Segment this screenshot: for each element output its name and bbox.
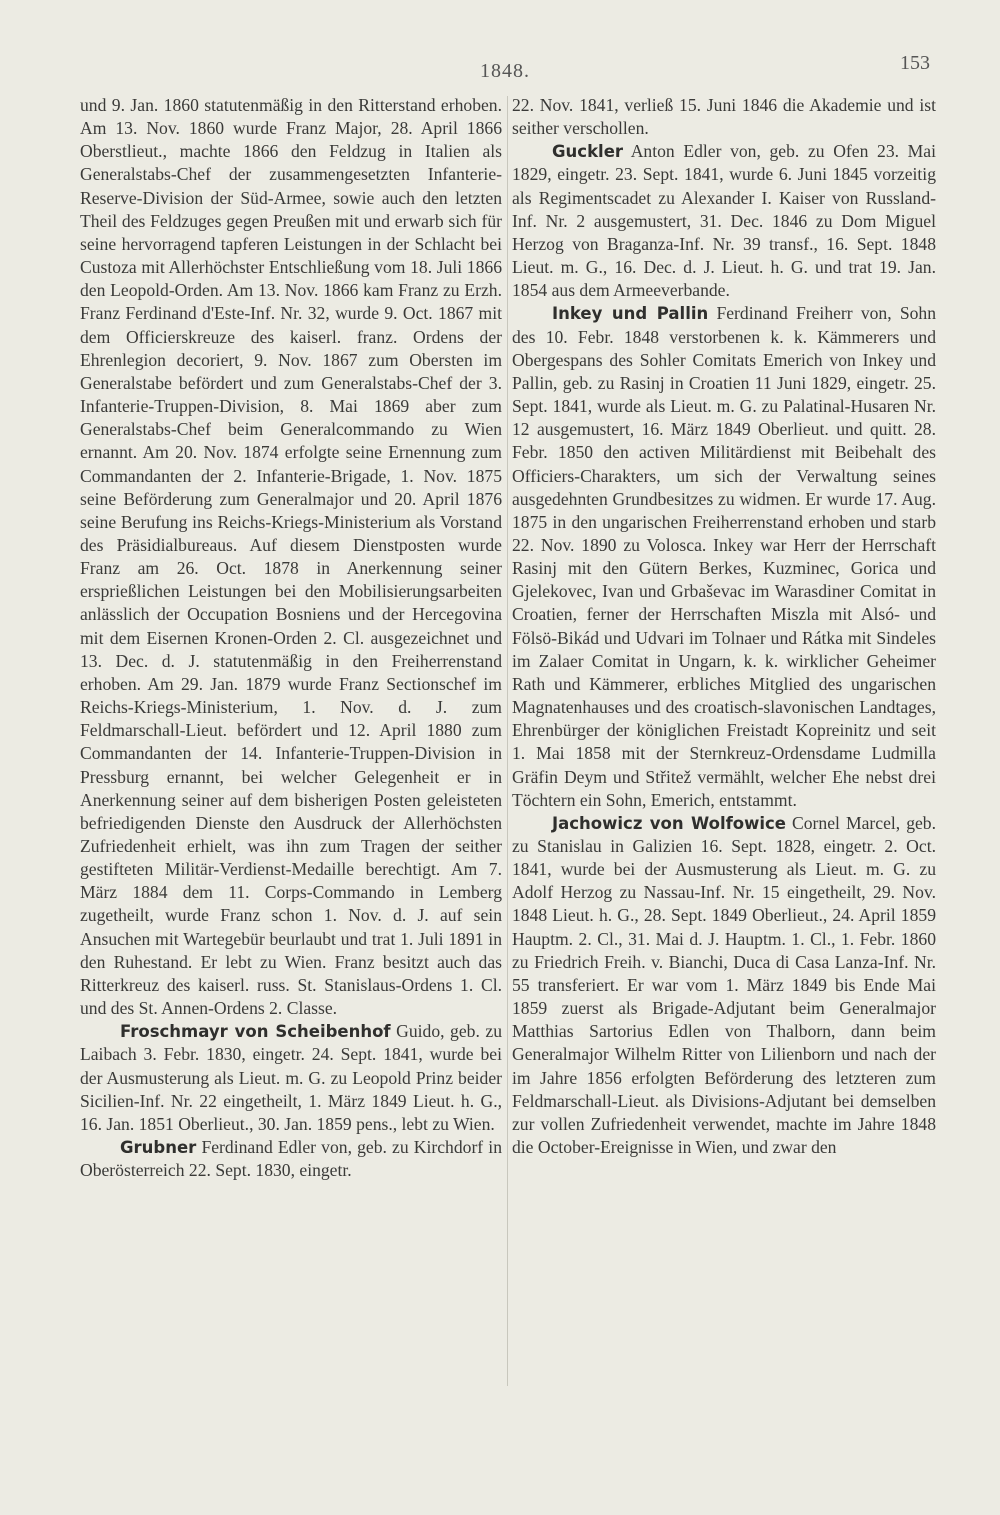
- biography-entry: [512, 302, 936, 811]
- entry-text: Anton Edler von, geb. zu Ofen 23. Mai 1829, eingetr. 23. Sept. 1841, wurde 6. Juni 1845 vorzeitig als Regimentscadet zu Alexander I. Kaiser von Russland-Inf. Nr. 2 ausgemustert, 31. Dec. 1846 zu Dom Miguel Herzog von Braganza-Inf. Nr. 39 transf., 16. Sept. 1848 Lieut. m. G., 16. Dec. d. J. Lieut. h. G. und trat 19. Jan. 1854 aus dem Armeeverbande.: [512, 141, 936, 301]
- biography-entry: [80, 1020, 502, 1136]
- left-column: [80, 94, 502, 1394]
- continued-paragraph: und 9. Jan. 1860 statutenmäßig in den Ritterstand erhoben. Am 13. Nov. 1860 wurde Franz Major, 28. April 1866 Oberstlieut., machte 1866 den Feldzug in Italien als Generalstabs-Chef der zusammengesetzten Infanterie-Reserve-Division der Süd-Armee, sowie auch den letzten Theil des Feldzuges gegen Preußen mit und erwarb sich für seine hervorragend tapferen Leistungen in der Schlacht bei Custoza mit Allerhöchster Entschließung vom 18. Juli 1866 den Leopold-Orden. Am 13. Nov. 1866 kam Franz zu Erzh. Franz Ferdinand d'Este-Inf. Nr. 32, wurde 9. Oct. 1867 mit dem Officierskreuze des kaiserl. franz. Ordens der Ehrenlegion decoriert, 9. Nov. 1867 zum Obersten im Generalstabe befördert und zum Generalstabs-Chef der 3. Infanterie-Truppen-Division, 8. Mai 1869 aber zum Generalstabs-Chef beim Generalcommando zu Wien ernannt. Am 20. Nov. 1874 erfolgte seine Ernennung zum Commandanten der 2. Infanterie-Brigade, 1. Nov. 1875 seine Beförderung zum Generalmajor und 20. April 1876 seine Berufung ins Reichs-Kriegs-Ministerium als Vorstand des Präsidialbureaus. Auf diesem Dienstposten wurde Franz am 26. Oct. 1878 in Anerkennung seiner ersprießlichen Leistungen bei den Mobilisierungsarbeiten anlässlich der Occupation Bosniens und der Hercegovina mit dem Eisernen Kronen-Orden 2. Cl. ausgezeichnet und 13. Dec. d. J. statutenmäßig in den Freiherrenstand erhoben. Am 29. Jan. 1879 wurde Franz Sectionschef im Reichs-Kriegs-Ministerium, 1. Nov. d. J. zum Feldmarschall-Lieut. befördert und 12. April 1880 zum Commandanten der 14. Infanterie-Truppen-Division in Pressburg ernannt, bei welcher Gelegenheit er in Anerkennung seiner auf dem bisherigen Posten geleisteten befriedigenden Dienste den Ausdruck der Allerhöchsten Zufriedenheit erhielt, was ihn zum Tragen der seither gestifteten Militär-Verdienst-Medaille berechtigt. Am 7. März 1884 dem 11. Corps-Commando in Lemberg zugetheilt, wurde Franz schon 1. Nov. d. J. auf sein Ansuchen mit Wartegebür beurlaubt und trat 1. Juli 1891 in den Ruhestand. Er lebt zu Wien. Franz besitzt auch das Ritterkreuz des kaiserl. russ. St. Stanislaus-Ordens 1. Cl. und des St. Annen-Ordens 2. Classe.: [80, 95, 502, 1019]
- entry-name: Guckler: [552, 142, 624, 162]
- biography-entry: [512, 140, 936, 302]
- running-head-year: 1848.: [480, 60, 530, 82]
- biography-entry: [512, 812, 936, 1159]
- entry-text: Ferdinand Edler von, geb. zu Kirchdorf in Oberösterreich 22. Sept. 1830, eingetr.: [80, 1137, 502, 1181]
- entry-name: Jachowicz von Wolfowice: [552, 813, 786, 833]
- continued-paragraph: 22. Nov. 1841, verließ 15. Juni 1846 die Akademie und ist seither verschollen.: [512, 95, 936, 139]
- column-divider: [507, 96, 508, 1386]
- page-number: 153: [900, 52, 930, 74]
- biography-entry: [80, 1136, 502, 1182]
- entry-name: Inkey und Pallin: [552, 304, 709, 324]
- entry-name: Froschmayr von Scheibenhof: [120, 1022, 391, 1042]
- entry-text: Cornel Marcel, geb. zu Stanislau in Galizien 16. Sept. 1828, eingetr. 2. Oct. 1841, wurde bei der Ausmusterung als Lieut. m. G. zu Adolf Herzog zu Nassau-Inf. Nr. 15 eingetheilt, 29. Nov. 1848 Lieut. h. G., 28. Sept. 1849 Oberlieut., 24. April 1859 Hauptm. 2. Cl., 31. Mai d. J. Hauptm. 1. Cl., 1. Febr. 1860 zu Friedrich Freih. v. Bianchi, Duca di Casa Lanza-Inf. Nr. 55 transferiert. Er war vom 1. März 1849 bis Ende Mai 1859 zuerst als Brigade-Adjutant beim Generalmajor Matthias Sartorius Edlen von Thalborn, dann beim Generalmajor Wilhelm Ritter von Lilienborn und nach der im Jahre 1856 erfolgten Beförderung des letzteren zum Feldmarschall-Lieut. als Divisions-Adjutant bei demselben zur vollen Zufriedenheit verwendet, machte im Jahre 1848 die October-Ereignisse in Wien, und zwar den: [512, 812, 936, 1158]
- entry-text: Ferdinand Freiherr von, Sohn des 10. Febr. 1848 verstorbenen k. k. Kämmerers und Obergespans des Sohler Comitats Emerich von Inkey und Pallin, geb. zu Rasinj in Croatien 11 Juni 1829, eingetr. 25. Sept. 1841, wurde als Lieut. m. G. zu Palatinal-Husaren Nr. 12 ausgemustert, 16. März 1849 Oberlieut. und quitt. 28. Febr. 1850 den activen Militärdienst mit Beibehalt des Officiers-Charakters, um sich der Verwaltung seines ausgedehnten Grundbesitzes zu widmen. Er wurde 17. Aug. 1875 in den ungarischen Freiherrenstand erhoben und starb 22. Nov. 1890 zu Volosca. Inkey war Herr der Herrschaft Rasinj mit den Gütern Berkes, Kuzminec, Gorica und Gjelekovec, Ivan und Grbaševac im Warasdiner Comitat in Croatien, ferner der Herrschaften Miszla mit Alsó- und Fölsö-Bikád und Udvari im Tolnaer und Rátka mit Sindeles im Zalaer Comitat in Ungarn, k. k. wirklicher Geheimer Rath und Kämmerer, erbliches Mitglied des ungarischen Magnatenhauses und des croatisch-slavonischen Landtages, Ehrenbürger der königlichen Freistadt Kopreinitz und seit 1. Mai 1858 mit der Sternkreuz-Ordensdame Ludmilla Gräfin Deym und Střitež vermählt, welcher Ehe nebst drei Töchtern ein Sohn, Emerich, entstammt.: [512, 303, 936, 810]
- page-header: [80, 52, 930, 86]
- entry-name: Grubner: [120, 1138, 197, 1158]
- right-column: [512, 94, 936, 1394]
- entry-text: Guido, geb. zu Laibach 3. Febr. 1830, eingetr. 24. Sept. 1841, wurde bei der Ausmusterung als Lieut. m. G. zu Leopold Prinz beider Sicilien-Inf. Nr. 22 eingetheilt, 1. März 1849 Lieut. h. G., 16. Jan. 1851 Oberlieut., 30. Jan. 1859 pens., lebt zu Wien.: [80, 1021, 502, 1134]
